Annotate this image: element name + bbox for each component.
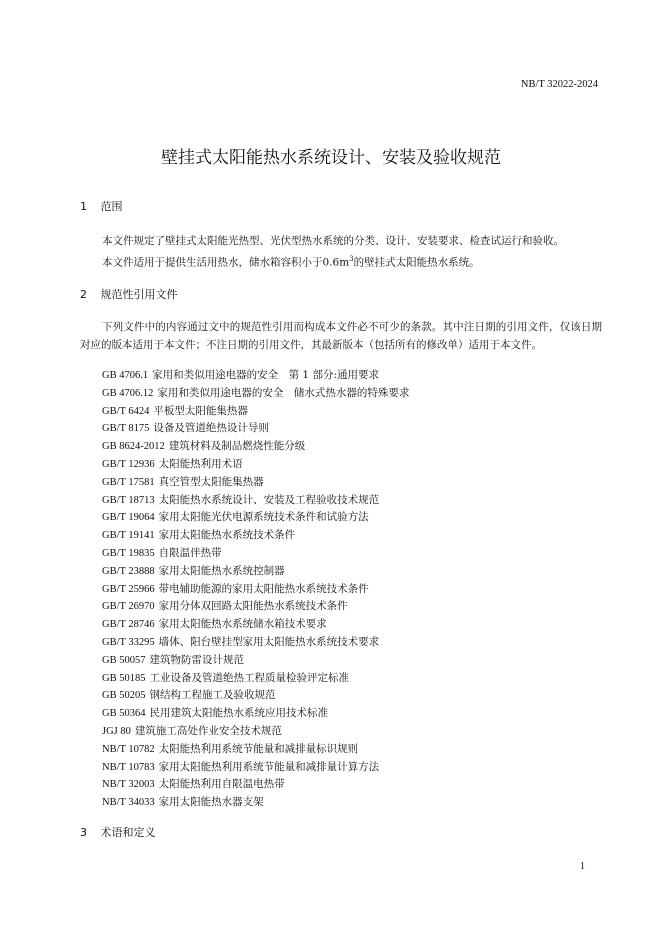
section-number: 3 <box>80 826 87 839</box>
reference-code: GB 8624-2012 <box>102 441 165 453</box>
reference-item <box>102 634 409 652</box>
reference-item <box>102 687 409 705</box>
reference-title: 太阳能热利用自限温电热带 <box>158 778 285 791</box>
reference-code: GB 4706.1 <box>102 370 149 381</box>
reference-item <box>102 438 409 456</box>
reference-title: 家用和类似用途电器的安全 储水式热水器的特殊要求 <box>157 386 410 399</box>
reference-item <box>102 367 409 385</box>
reference-title: 建筑材料及制品燃烧性能分级 <box>168 440 306 453</box>
reference-code: GB/T 19835 <box>102 547 155 559</box>
reference-code: JGJ 80 <box>102 725 131 737</box>
reference-code: NB/T 10782 <box>102 743 155 755</box>
document-code: NB/T 32022-2024 <box>520 79 598 90</box>
reference-item <box>102 456 409 474</box>
section-title: 术语和定义 <box>100 826 156 839</box>
reference-title: 墙体、阳台壁挂型家用太阳能热水系统技术要求 <box>158 635 380 648</box>
reference-code: GB 50057 <box>102 654 146 666</box>
reference-code: GB/T 28746 <box>102 619 155 631</box>
reference-item <box>102 563 409 581</box>
reference-title: 真空管型太阳能集热器 <box>158 475 264 488</box>
reference-code: GB/T 25966 <box>102 583 155 595</box>
reference-title: 家用太阳能热水系统储水箱技术要求 <box>158 618 327 631</box>
reference-item <box>102 527 409 545</box>
page-number: 1 <box>580 861 585 872</box>
reference-item <box>102 598 409 616</box>
reference-title: 家用和类似用途电器的安全 第 1 部分:通用要求 <box>152 369 379 381</box>
reference-item <box>102 670 409 688</box>
reference-title: 工业设备及管道绝热工程质量检验评定标准 <box>149 671 349 684</box>
reference-item <box>102 492 409 510</box>
scope-text: 本文件适用于提供生活用热水，储水箱容积小于0.6m <box>102 256 350 269</box>
reference-code: GB/T 8175 <box>102 423 150 435</box>
section-2-heading <box>80 286 178 302</box>
section-3-heading <box>80 824 156 840</box>
reference-title: 建筑施工高处作业安全技术规范 <box>134 724 282 737</box>
reference-code: GB/T 18713 <box>102 494 155 506</box>
reference-code: NB/T 10783 <box>102 761 155 773</box>
section-number: 1 <box>80 200 87 213</box>
reference-item <box>102 385 409 403</box>
scope-text-end: 的壁挂式太阳能热水系统。 <box>353 256 480 269</box>
reference-title: 带电辅助能源的家用太阳能热水系统技术条件 <box>158 582 369 595</box>
reference-item <box>102 705 409 723</box>
normative-intro-paragraph: 下列文件中的内容通过文中的规范性引用而构成本文件必不可少的条款。其中注日期的引用文件，仅该日期对应的版本适用于本文件；不注日期的引用文件，其最新版本（包括所有的修改单）适用于本文件。 <box>80 321 602 351</box>
reference-code: GB/T 19141 <box>102 530 155 542</box>
reference-item <box>102 545 409 563</box>
reference-title: 家用太阳能光伏电源系统技术条件和试验方法 <box>158 511 369 524</box>
reference-code: GB/T 26970 <box>102 601 155 613</box>
document-title: 壁挂式太阳能热水系统设计、安装及验收规范 <box>161 148 501 168</box>
reference-code: GB/T 17581 <box>102 476 155 488</box>
section-number: 2 <box>80 288 87 301</box>
reference-title: 设备及管道绝热设计导则 <box>153 422 269 435</box>
reference-item <box>102 581 409 599</box>
reference-item <box>102 794 409 812</box>
section-title: 范围 <box>100 200 123 213</box>
reference-item <box>102 652 409 670</box>
section-1-heading <box>80 198 123 214</box>
reference-code: GB 50185 <box>102 672 146 684</box>
reference-title: 家用太阳能热利用系统节能量和减排量计算方法 <box>158 760 380 773</box>
superscript-3: 3 <box>349 255 354 263</box>
reference-title: 太阳能热利用系统节能量和减排量标识规则 <box>158 742 359 755</box>
reference-title: 钢结构工程施工及验收规范 <box>149 689 276 702</box>
reference-code: NB/T 34033 <box>102 797 155 809</box>
reference-code: GB/T 23888 <box>102 565 155 577</box>
reference-title: 民用建筑太阳能热水系统应用技术标准 <box>149 707 328 720</box>
reference-title: 建筑物防雷设计规范 <box>149 653 244 666</box>
reference-code: GB 50205 <box>102 690 146 702</box>
reference-title: 太阳能热水系统设计、安装及工程验收技术规范 <box>158 493 380 506</box>
reference-item <box>102 474 409 492</box>
reference-item <box>102 759 409 777</box>
reference-item <box>102 403 409 421</box>
reference-code: GB/T 6424 <box>102 405 150 417</box>
reference-title: 太阳能热利用术语 <box>158 457 243 470</box>
reference-code: GB/T 33295 <box>102 636 155 648</box>
reference-item <box>102 776 409 794</box>
reference-title: 家用太阳能热水器支架 <box>158 796 264 809</box>
scope-paragraph-1: 本文件规定了壁挂式太阳能光热型、光伏型热水系统的分类、设计、安装要求、检查试运行和验收。 <box>102 235 564 247</box>
reference-code: GB 50364 <box>102 708 146 720</box>
scope-paragraph-2 <box>80 250 602 272</box>
section-title: 规范性引用文件 <box>100 288 178 301</box>
reference-code: NB/T 32003 <box>102 779 155 791</box>
reference-item <box>102 420 409 438</box>
reference-item <box>102 723 409 741</box>
reference-code: GB/T 12936 <box>102 458 155 470</box>
reference-title: 家用太阳能热水系统技术条件 <box>158 529 296 542</box>
reference-list <box>102 367 409 812</box>
reference-item <box>102 509 409 527</box>
reference-code: GB/T 19064 <box>102 512 155 524</box>
reference-title: 自限温伴热带 <box>158 546 222 559</box>
reference-item <box>102 741 409 759</box>
reference-title: 平板型太阳能集热器 <box>153 404 248 417</box>
reference-item <box>102 616 409 634</box>
reference-code: GB 4706.12 <box>102 387 154 399</box>
reference-title: 家用太阳能热水系统控制器 <box>158 564 285 577</box>
reference-title: 家用分体双回路太阳能热水系统技术条件 <box>158 600 348 613</box>
